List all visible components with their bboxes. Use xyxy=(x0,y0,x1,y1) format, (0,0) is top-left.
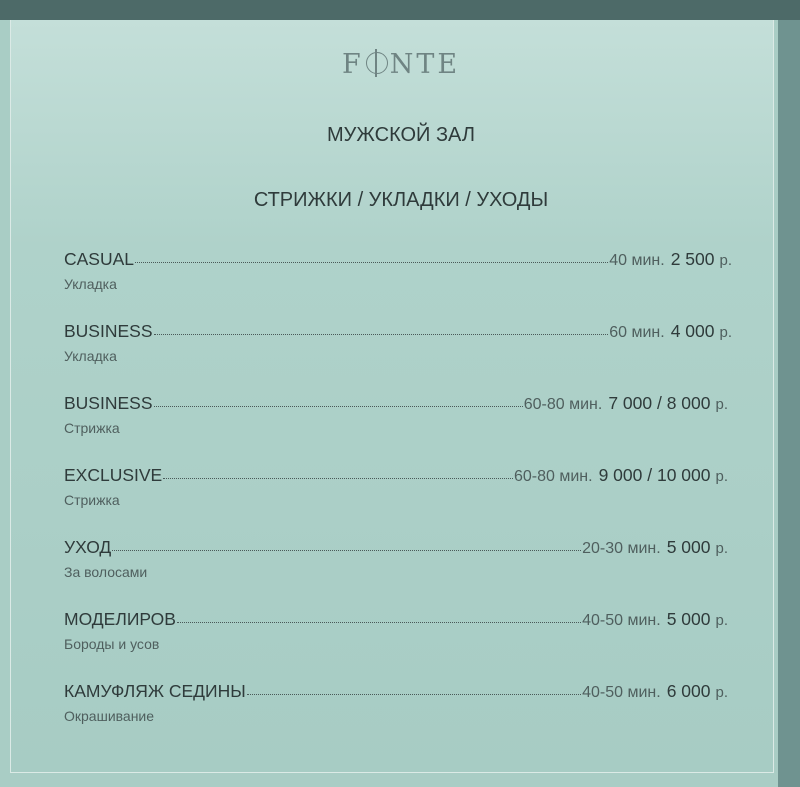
service-duration: 60-80 мин. xyxy=(523,396,603,413)
service-price: 6 000 xyxy=(666,681,711,701)
service-price: 5 000 xyxy=(666,609,711,629)
service-name: КАМУФЛЯЖ СЕДИНЫ xyxy=(64,681,246,701)
service-price: 7 000 / 8 000 xyxy=(608,393,711,413)
service-price: 9 000 / 10 000 xyxy=(598,465,711,485)
logo-o-icon xyxy=(366,52,388,74)
service-price: 5 000 xyxy=(666,537,711,557)
dot-leader xyxy=(154,334,609,335)
service-row xyxy=(64,249,732,321)
service-duration: 40-50 мин. xyxy=(582,684,661,701)
service-name: УХОД xyxy=(64,537,112,557)
service-row xyxy=(64,681,728,753)
service-row xyxy=(64,321,732,393)
service-subtitle: Бороды и усов xyxy=(64,636,160,652)
service-line xyxy=(64,537,728,558)
dot-leader xyxy=(163,478,513,479)
service-line xyxy=(64,321,732,342)
price-currency: р. xyxy=(715,540,728,557)
price-currency: р. xyxy=(719,252,732,269)
services-list xyxy=(64,249,764,753)
price-card xyxy=(10,20,774,773)
service-line xyxy=(64,393,728,414)
logo-letter-f: F xyxy=(341,49,364,80)
hall-title: МУЖСКОЙ ЗАЛ xyxy=(327,124,475,146)
service-name: BUSINESS xyxy=(64,393,153,413)
price-currency: р. xyxy=(715,684,728,701)
service-subtitle: Укладка xyxy=(64,276,117,292)
service-subtitle: Укладка xyxy=(64,348,117,364)
dot-leader xyxy=(112,550,581,551)
dot-leader xyxy=(154,406,523,407)
service-subtitle: Окрашивание xyxy=(64,708,155,724)
dot-leader xyxy=(135,262,608,263)
price-currency: р. xyxy=(719,324,732,341)
service-line xyxy=(64,609,728,630)
service-price: 2 500 xyxy=(670,249,715,269)
section-title: СТРИЖКИ / УКЛАДКИ / УХОДЫ xyxy=(253,189,549,211)
service-row xyxy=(64,393,728,465)
service-name: BUSINESS xyxy=(64,321,153,341)
dot-leader xyxy=(247,694,581,695)
fonte-logo xyxy=(11,49,791,80)
service-line xyxy=(64,249,732,270)
service-name: EXCLUSIVE xyxy=(64,465,163,485)
service-duration: 60-80 мин. xyxy=(513,468,593,485)
service-row xyxy=(64,609,728,681)
service-row xyxy=(64,465,728,537)
service-price: 4 000 xyxy=(670,321,715,341)
service-subtitle: За волосами xyxy=(64,564,148,580)
service-duration: 20-30 мин. xyxy=(582,540,661,557)
price-currency: р. xyxy=(715,612,728,629)
service-duration: 60 мин. xyxy=(609,324,665,341)
service-subtitle: Стрижка xyxy=(64,492,120,508)
service-subtitle: Стрижка xyxy=(64,420,120,436)
price-currency: р. xyxy=(715,396,728,413)
service-duration: 40-50 мин. xyxy=(582,612,661,629)
top-bar xyxy=(0,0,800,20)
service-row xyxy=(64,537,728,609)
service-duration: 40 мин. xyxy=(609,252,665,269)
service-name: CASUAL xyxy=(64,249,135,269)
service-name: МОДЕЛИРОВ xyxy=(64,609,176,629)
service-line xyxy=(64,681,728,702)
logo-letters-nte: NTE xyxy=(389,49,461,80)
dot-leader xyxy=(177,622,581,623)
price-currency: р. xyxy=(715,468,728,485)
service-line xyxy=(64,465,728,486)
